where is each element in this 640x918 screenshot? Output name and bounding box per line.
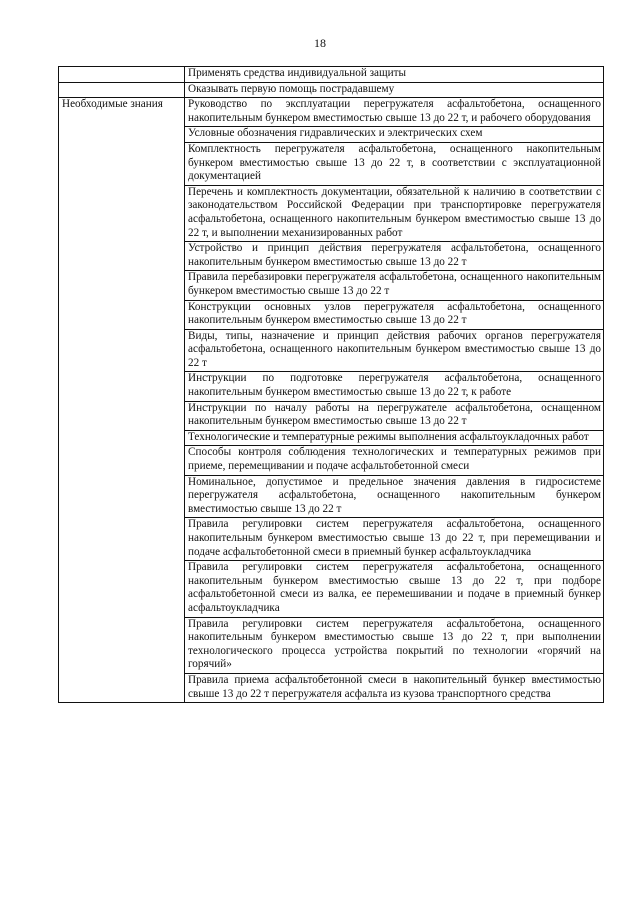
knowledge-item: Руководство по эксплуатации перегружателя асфальтобетона, оснащенного накопительным бункером вместимостью свыше 13 до 22 т, и рабочего оборудования	[185, 98, 604, 127]
knowledge-item: Инструкции по подготовке перегружателя асфальтобетона, оснащенного накопительным бункером вместимостью свыше 13 до 22 т, к работе	[185, 372, 604, 401]
knowledge-item: Правила регулировки систем перегружателя асфальтобетона, оснащенного накопительным бункером вместимостью свыше 13 до 22 т, при подборе асфальтобетонной смеси из валка, ее перемешивании и подаче в приемный бункер асфальтоукладчика	[185, 561, 604, 617]
section-label: Необходимые знания	[59, 98, 185, 703]
empty-label-cell	[59, 67, 185, 83]
knowledge-item: Номинальное, допустимое и предельное значения давления в гидросистеме перегружателя асфальтобетона, оснащенного накопительным бункером вместимостью свыше 13 до 22 т	[185, 475, 604, 518]
competency-table	[58, 66, 604, 703]
knowledge-item: Технологические и температурные режимы выполнения асфальтоукладочных работ	[185, 430, 604, 446]
table-row	[59, 82, 604, 98]
knowledge-item: Условные обозначения гидравлических и электрических схем	[185, 127, 604, 143]
knowledge-item: Инструкции по началу работы на перегружателе асфальтобетона, оснащенном накопительным бункером вместимостью свыше 13 до 22 т	[185, 401, 604, 430]
skill-cell: Применять средства индивидуальной защиты	[185, 67, 604, 83]
knowledge-item: Конструкции основных узлов перегружателя асфальтобетона, оснащенного накопительным бункером вместимостью свыше 13 до 22 т	[185, 300, 604, 329]
knowledge-item: Устройство и принцип действия перегружателя асфальтобетона, оснащенного накопительным бункером вместимостью свыше 13 до 22 т	[185, 242, 604, 271]
knowledge-item: Правила приема асфальтобетонной смеси в накопительный бункер вместимостью свыше 13 до 22 т перегружателя асфальта из кузова транспортного средства	[185, 673, 604, 702]
knowledge-item: Перечень и комплектность документации, обязательной к наличию в соответствии с законодательством Российской Федерации при транспортировке перегружателя асфальтобетона, оснащенного накопительным бункером вместимостью свыше 13 до 22 т, и выполнении механизированных работ	[185, 185, 604, 241]
page-number: 18	[314, 36, 326, 50]
knowledge-item: Правила регулировки систем перегружателя асфальтобетона, оснащенного накопительным бункером вместимостью свыше 13 до 22 т, при перемещивании и подаче асфальтобетонной смеси в приемный бункер асфальтоукладчика	[185, 518, 604, 561]
empty-label-cell	[59, 82, 185, 98]
skill-cell: Оказывать первую помощь пострадавшему	[185, 82, 604, 98]
knowledge-item: Правила перебазировки перегружателя асфальтобетона, оснащенного накопительным бункером вместимостью свыше 13 до 22 т	[185, 271, 604, 300]
knowledge-item: Комплектность перегружателя асфальтобетона, оснащенного накопительным бункером вместимостью свыше 13 до 22 т, в соответствии с эксплуатационной документацией	[185, 142, 604, 185]
knowledge-item: Способы контроля соблюдения технологических и температурных режимов при приеме, перемещивании и подаче асфальтобетонной смеси	[185, 446, 604, 475]
knowledge-item: Правила регулировки систем перегружателя асфальтобетона, оснащенного накопительным бункером вместимостью свыше 13 до 22 т, при выполнении технологического процесса устройства покрытий по технологии «горячий на горячий»	[185, 617, 604, 673]
knowledge-item: Виды, типы, назначение и принцип действия рабочих органов перегружателя асфальтобетона, оснащенного накопительным бункером вместимостью свыше 13 до 22 т	[185, 329, 604, 372]
table-row	[59, 98, 604, 127]
table-row	[59, 67, 604, 83]
